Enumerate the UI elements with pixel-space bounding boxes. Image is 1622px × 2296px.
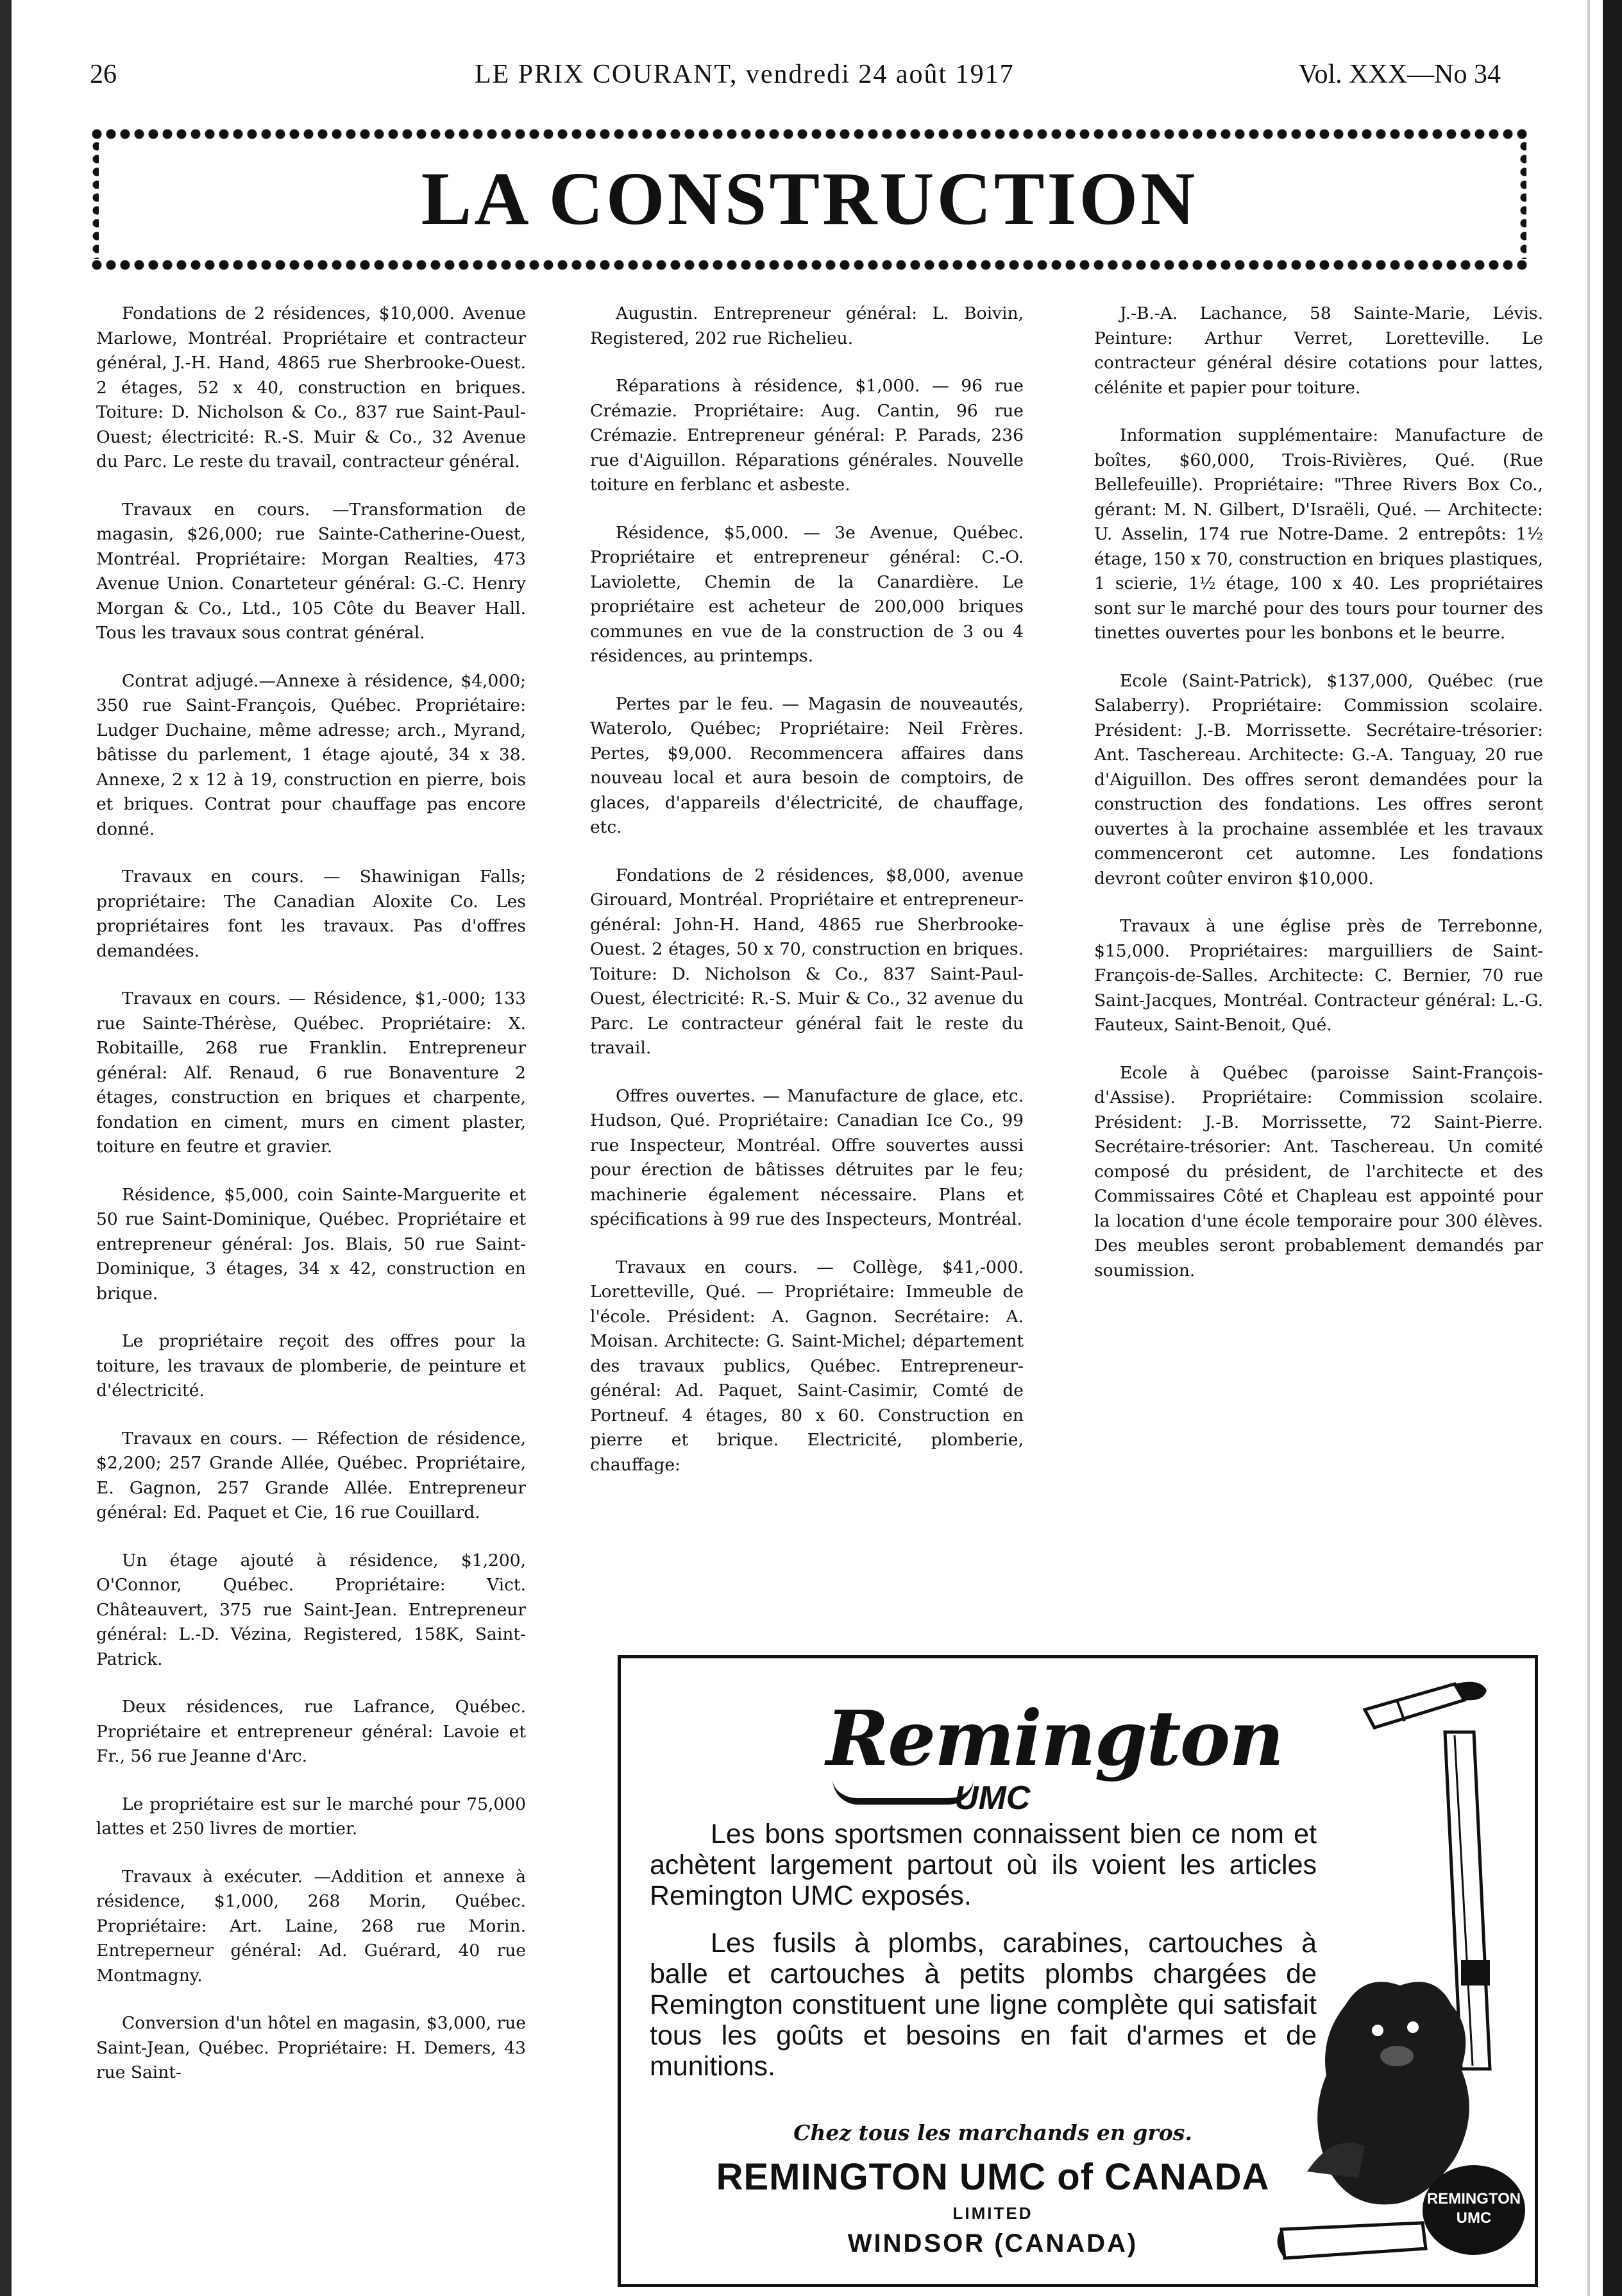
ad-tagline: Chez tous les marchands en gros.	[793, 2120, 1192, 2145]
notice-paragraph: Conversion d'un hôtel en magasin, $3,000, rue Saint-Jean, Québec. Propriétaire: H. Demers, 43 rue Saint-	[96, 2013, 526, 2082]
banner-border-bottom	[90, 259, 1529, 271]
notice-paragraph: Information supplémentaire: Manufacture de boîtes, $60,000, Trois-Rivières, Qué. (Rue Bellefeuille). Propriétaire: "Three Rivers Box Co., gérant: M. N. Gilbert, D'Israëli, Qué. — Architecte: U. Asselin, 174 rue Notre-Dame. 2 entrepôts: 1½ étage, 150 x 70, construction en briques plastiques, 1 scierie, 1½ étage, 100 x 40. Les propriétaires sont sur le marché pour des tours pour tourner des tinettes ouvertes pour les bonbons et le beurre.	[1094, 425, 1543, 643]
logo-swash	[832, 1779, 974, 1805]
notice-paragraph: Travaux en cours. — Collège, $41,-000. Loretteville, Qué. — Propriétaire: Immeuble de l'école. Président: A. Gagnon. Secrétaire: A. Moisan. Architecte: G. Saint-Michel; département des travaux publics, Québec. Entrepreneur-général: Ad. Paquet, Saint-Casimir, Comté de Portneuf. 4 étages, 80 x 60. Construction en pierre et brique. Electricité, plomberie, chauffage:	[590, 1257, 1024, 1475]
notice-paragraph: Travaux à exécuter. —Addition et annexe à résidence, $1,000, 268 Morin, Québec. Propriétaire: Art. Laine, 268 rue Morin. Entreperneur général: Ad. Guérard, 40 rue Montmagny.	[96, 1866, 526, 1986]
notice-paragraph: Travaux en cours. — Résidence, $1,-000; 133 rue Sainte-Thérèse, Québec. Propriétaire: X. Robitaille, 268 rue Franklin. Entrepreneur général: Alf. Renaud, 6 rue Bonaventure 2 étages, construction en briques et charpente, fondation en ciment, murs en ciment plaster, toiture en feutre et gravier.	[96, 989, 526, 1157]
ad-paragraph-2: Les fusils à plombs, carabines, cartouches à balle et cartouches à petits plombs chargées de Remington constituent une ligne complète qui satisfait tous les goûts et besoins en fait d'armes et de munitions.	[650, 1928, 1317, 2082]
page-header	[90, 59, 1501, 98]
notice-paragraph: Travaux à une église près de Terrebonne, $15,000. Propriétaires: marguilliers de Saint-François-de-Salles. Architecte: C. Bernier, 70 rue Saint-Jacques, Montréal. Contracteur général: L.-G. Fauteux, Saint-Benoit, Qué.	[1094, 916, 1543, 1035]
scan-edge-left	[0, 0, 12, 2296]
section-title: LA CONSTRUCTION	[421, 157, 1198, 241]
remington-advertisement	[618, 1655, 1538, 2287]
notice-paragraph: Ecole à Québec (paroisse Saint-François-d'Assise). Propriétaire: Commission scolaire. Président: J.-B. Morrissette, 72 Saint-Pierre. Secrétaire-trésorier: Ant. Taschereau. Un comité composé du président, de l'architecte et des Commissaires Côté et Chapleau est appointé pour la location d'une école temporaire pour 300 élèves. Des meubles seront probablement demandés par soumission.	[1094, 1062, 1543, 1280]
notice-paragraph: Pertes par le feu. — Magasin de nouveautés, Waterolo, Québec; Propriétaire: Neil Frères. Pertes, $9,000. Recommencera affaires dans nouveau local et aura besoin de comptoirs, de glaces, d'appareils d'électricité, de chauffage, etc.	[590, 693, 1024, 837]
section-banner	[90, 128, 1529, 271]
article-column-3	[1094, 302, 1543, 1306]
scan-edge-right	[1603, 0, 1622, 2296]
volume-number: Vol. XXX—No 34	[1298, 60, 1501, 89]
notice-paragraph: Résidence, $5,000, coin Sainte-Marguerite et 50 rue Saint-Dominique, Québec. Propriétaire et entrepreneur général: Jos. Blais, 50 rue Saint-Dominique, 3 étages, 34 x 42, construction en brique.	[96, 1184, 526, 1304]
journal-title: LE PRIX COURANT, vendredi 24 août 1917	[475, 60, 1015, 89]
page-number: 26	[90, 60, 117, 89]
notice-paragraph: Offres ouvertes. — Manufacture de glace, etc. Hudson, Qué. Propriétaire: Canadian Ice Co., 99 rue Inspecteur, Montréal. Offre souvertes aussi pour érection de bâtisses détruites par le feu; machinerie également nécessaire. Plans et spécifications à 99 rue des Inspecteurs, Montréal.	[590, 1085, 1024, 1229]
article-column-1	[96, 302, 526, 2109]
notice-paragraph: J.-B.-A. Lachance, 58 Sainte-Marie, Lévis. Peinture: Arthur Verret, Loretteville. Le contracteur général désire cotations pour lattes, célénite et papier pour toiture.	[1094, 303, 1543, 398]
notice-paragraph: Deux résidences, rue Lafrance, Québec. Propriétaire et entrepreneur général: Lavoie et Fr., 56 rue Jeanne d'Arc.	[96, 1697, 526, 1766]
shotgun-shell-illustration	[1278, 2223, 1426, 2258]
notice-paragraph: Réparations à résidence, $1,000. — 96 rue Crémazie. Propriétaire: Aug. Cantin, 96 rue Crémazie. Entrepreneur général: P. Parads, 236 rue d'Aiguillon. Réparations générales. Nouvelle toiture en ferblanc et asbeste.	[590, 376, 1024, 495]
notice-paragraph: Augustin. Entrepreneur général: L. Boivin, Registered, 202 rue Richelieu.	[590, 303, 1024, 348]
ad-company-city: WINDSOR (CANADA)	[847, 2229, 1138, 2258]
notice-paragraph: Contrat adjugé.—Annexe à résidence, $4,000; 350 rue Saint-François, Québec. Propriétaire: Ludger Duchaine, même adresse; arch., Myrand, bâtisse du parlement, 1 étage ajouté, 34 x 38. Annexe, 2 x 12 à 19, construction en pierre, bois et briques. Contrat pour chauffage pas encore donné.	[96, 670, 526, 839]
notice-paragraph: Fondations de 2 résidences, $8,000, avenue Girouard, Montréal. Propriétaire et entrepreneur-général: John-H. Hand, 4865 rue Sherbrooke-Ouest. 2 étages, 50 x 70, construction en briques. Toiture: D. Nicholson & Co., 837 Saint-Paul-Ouest, électricité: R.-S. Muir & Co., 32 avenue du Parc. Le contracteur général fait le reste du travail.	[590, 865, 1024, 1058]
remington-badge	[1423, 2165, 1525, 2255]
notice-paragraph: Le propriétaire reçoit des offres pour la toiture, les travaux de plomberie, de peinture et d'électricité.	[96, 1331, 526, 1400]
notice-paragraph: Fondations de 2 résidences, $10,000. Avenue Marlowe, Montréal. Propriétaire et contracteur général, J.-H. Hand, 4865 rue Sherbrooke-Ouest. 2 étages, 52 x 40, construction en briques. Toiture: D. Nicholson & Co., 837 rue Saint-Paul-Ouest; électricité: R.-S. Muir & Co., 32 Avenue du Parc. Le reste du travail, contracteur général.	[96, 303, 526, 472]
ad-paragraph-1: Les bons sportsmen connaissent bien ce nom et achètent largement partout où ils voient les articles Remington UMC exposés.	[650, 1819, 1317, 1911]
notice-paragraph: Travaux en cours. — Réfection de résidence, $2,200; 257 Grande Allée, Québec. Propriétaire, E. Gagnon, 257 Grande Allée. Entrepreneur général: Ed. Paquet et Cie, 16 rue Couillard.	[96, 1428, 526, 1522]
notice-paragraph: Travaux en cours. — Shawinigan Falls; propriétaire: The Canadian Aloxite Co. Les propriétaires font les travaux. Pas d'offres demandées.	[96, 867, 526, 961]
rifle-and-bear-illustration	[1269, 1671, 1525, 2281]
article-column-2	[590, 302, 1024, 1501]
ad-company-name: REMINGTON UMC of CANADA	[716, 2156, 1270, 2198]
bear-illustration	[1307, 1982, 1469, 2204]
banner-border-top	[90, 128, 1529, 140]
badge-text-line-2: UMC	[1456, 2209, 1492, 2227]
notice-paragraph: Ecole (Saint-Patrick), $137,000, Québec (rue Salaberry). Propriétaire: Commission scolaire. Président: J.-B. Morrissette. Secrétaire-trésorier: Ant. Taschereau. Architecte: G.-A. Tanguay, 20 rue d'Aiguillon. Des offres seront demandées pour la construction des fondations. Les offres seront ouvertes à la prochaine assemblée et les travaux commenceront cet automne. Les fondations devront coûter environ $10,000.	[1094, 670, 1543, 889]
notice-paragraph: Un étage ajouté à résidence, $1,200, O'Connor, Québec. Propriétaire: Vict. Châteauvert, 375 rue Saint-Jean. Entrepreneur général: L.-D. Vézina, Registered, 158K, Saint-Patrick.	[96, 1550, 526, 1669]
cartridge-illustration	[1365, 1682, 1487, 1728]
notice-paragraph: Le propriétaire est sur le marché pour 75,000 lattes et 250 livres de mortier.	[96, 1794, 526, 1839]
scan-fold-line	[1587, 0, 1590, 2296]
remington-logo: Remington	[826, 1694, 1283, 1783]
ad-company-suffix: LIMITED	[952, 2204, 1033, 2223]
badge-text-line-1: REMINGTON	[1426, 2190, 1521, 2207]
remington-logo-sub: UMC	[954, 1780, 1031, 1817]
notice-paragraph: Résidence, $5,000. — 3e Avenue, Québec. Propriétaire et entrepreneur général: C.-O. Laviolette, Chemin de la Canardière. Le propriétaire est acheteur de 200,000 briques communes en vue de la construction de 3 ou 4 résidences, au printemps.	[590, 522, 1024, 666]
notice-paragraph: Travaux en cours. —Transformation de magasin, $26,000; rue Sainte-Catherine-Ouest, Montréal. Propriétaire: Morgan Realties, 473 Avenue Union. Conarteteur général: G.-C. Henry Morgan & Co., Ltd., 105 Côte du Beaver Hall. Tous les travaux sous contrat général.	[96, 499, 526, 643]
